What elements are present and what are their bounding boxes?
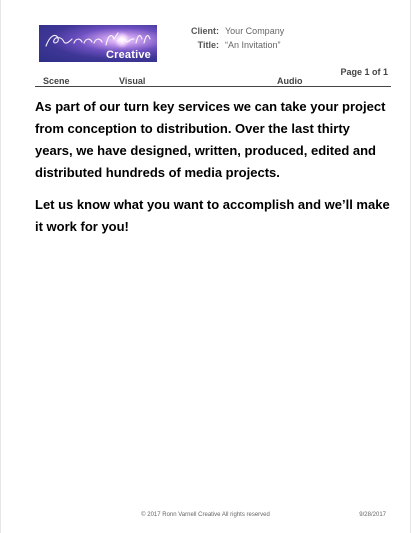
footer-copyright: © 2017 Ronn Varnell Creative All rights reserved xyxy=(141,512,270,518)
page-indicator: Page 1 of 1 xyxy=(340,67,388,77)
client-row xyxy=(179,26,339,37)
title-label: Title: xyxy=(197,40,219,50)
column-header-scene: Scene xyxy=(43,76,70,86)
column-header-visual: Visual xyxy=(119,76,146,86)
company-logo xyxy=(39,25,157,62)
body-text xyxy=(35,96,391,248)
logo-signature-graphic xyxy=(42,29,152,51)
column-header-audio: Audio xyxy=(277,76,303,86)
header-divider xyxy=(35,86,391,87)
client-value: Your Company xyxy=(225,26,285,36)
footer-date: 9/28/2017 xyxy=(359,512,386,518)
logo-wordmark: Creative xyxy=(105,49,151,61)
body-paragraph-2: Let us know what you want to accomplish and we’ll make it work for you! xyxy=(35,197,390,234)
body-paragraph-1: As part of our turn key services we can take your project from conception to distribution. Over the last thirty years, we have designed, written, produced, edited and distributed hundreds of media projects. xyxy=(35,99,386,180)
client-label: Client: xyxy=(191,26,219,36)
title-row xyxy=(179,40,339,51)
title-value: “An Invitation” xyxy=(225,40,281,50)
